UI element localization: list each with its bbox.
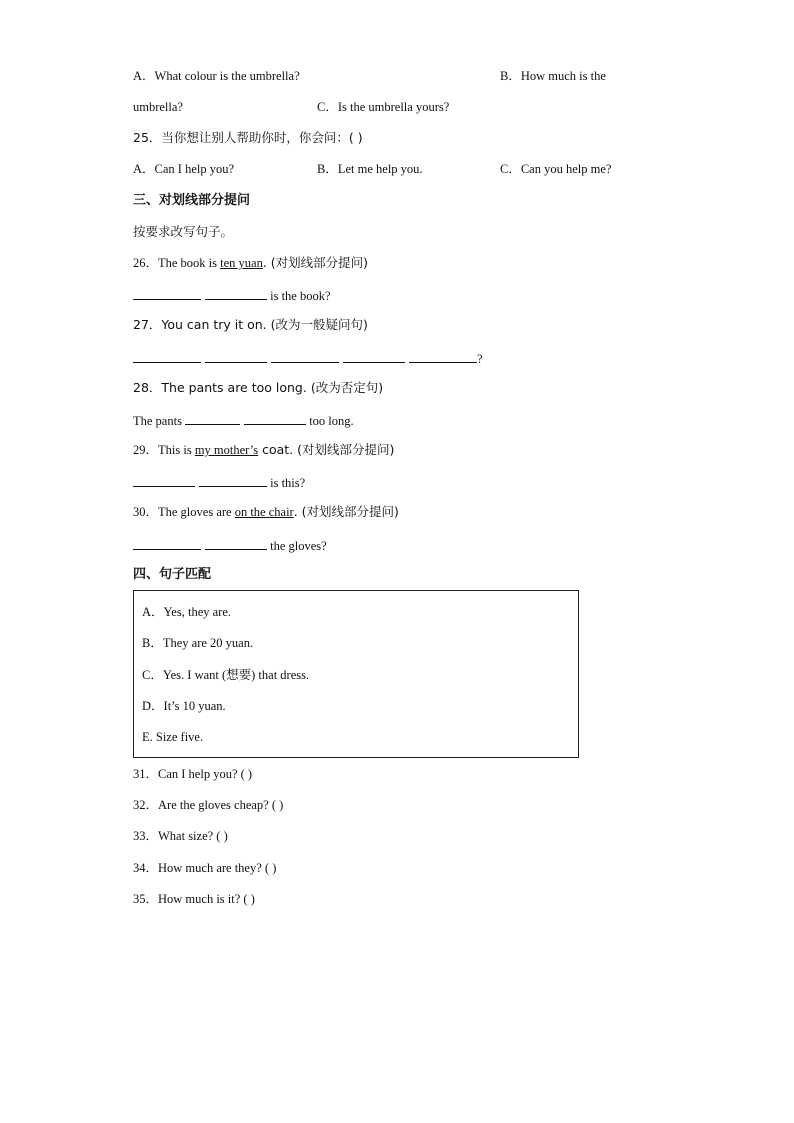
q27-blank-5[interactable] xyxy=(409,349,477,363)
q30-answer xyxy=(133,536,327,554)
q28-blank-2[interactable] xyxy=(244,411,306,425)
q30-underlined: on the chair xyxy=(234,505,294,519)
q27-blank-4[interactable] xyxy=(343,349,405,363)
section3-instruction: 按要求改写句子。 xyxy=(133,224,234,239)
q27-answer xyxy=(133,349,483,367)
q29-prefix: 29．This is xyxy=(133,443,195,457)
q27-blank-1[interactable] xyxy=(133,349,201,363)
match-question-35[interactable]: 35．How much is it? ( ) xyxy=(133,892,255,906)
section4-title: 四、句子匹配 xyxy=(133,567,212,582)
q28-answer-head: The pants xyxy=(133,414,186,428)
match-option-b: B．They are 20 yuan. xyxy=(142,636,254,650)
q28-blank-1[interactable] xyxy=(185,411,240,425)
section3-title: 三、对划线部分提问 xyxy=(133,193,251,208)
q26-blank-2[interactable] xyxy=(205,286,267,300)
q29-suffix: coat. (对划线部分提问) xyxy=(258,442,395,457)
q25-option-c: C．Can you help me? xyxy=(500,162,612,176)
match-option-c: C．Yes. I want (想要) that dress. xyxy=(142,668,310,682)
q29-answer-tail: is this? xyxy=(267,476,306,490)
q27-answer-tail: ? xyxy=(477,352,483,366)
q25-option-b: B．Let me help you. xyxy=(317,162,423,176)
q29-blank-2[interactable] xyxy=(199,473,267,487)
q29-question xyxy=(133,442,394,458)
match-question-31[interactable]: 31．Can I help you? ( ) xyxy=(133,767,253,781)
match-question-32[interactable]: 32．Are the gloves cheap? ( ) xyxy=(133,798,284,812)
q26-underlined: ten yuan xyxy=(220,256,263,270)
q30-prefix: 30．The gloves are xyxy=(133,505,235,519)
match-question-34[interactable]: 34．How much are they? ( ) xyxy=(133,861,277,875)
q26-prefix: 26．The book is xyxy=(133,256,221,270)
match-option-a: A．Yes, they are. xyxy=(142,605,231,619)
match-option-e: E. Size five. xyxy=(142,730,204,744)
q27-question: 27．You can try it on. (改为一般疑问句) xyxy=(133,317,368,332)
q29-answer xyxy=(133,473,305,491)
q26-answer xyxy=(133,286,331,304)
q27-blank-3[interactable] xyxy=(271,349,339,363)
q26-suffix: . (对划线部分提问) xyxy=(262,255,369,270)
q24-option-b: B．How much is the xyxy=(500,69,606,83)
q30-suffix: . (对划线部分提问) xyxy=(293,504,399,519)
q26-answer-tail: is the book? xyxy=(267,289,331,303)
q26-question xyxy=(133,255,368,271)
q24-option-b-continued: umbrella? xyxy=(133,100,183,114)
q24-option-c: C．Is the umbrella yours? xyxy=(317,100,450,114)
q25-question: 25．当你想让别人帮助你时，你会问：( ) xyxy=(133,130,363,145)
match-option-d: D．It’s 10 yuan. xyxy=(142,699,226,713)
q30-blank-1[interactable] xyxy=(133,536,201,550)
q26-blank-1[interactable] xyxy=(133,286,201,300)
match-options-box xyxy=(133,590,579,758)
q30-question xyxy=(133,504,399,520)
q28-question: 28．The pants are too long. (改为否定句) xyxy=(133,380,384,395)
q29-blank-1[interactable] xyxy=(133,473,195,487)
q30-blank-2[interactable] xyxy=(205,536,267,550)
q28-answer-tail: too long. xyxy=(306,414,354,428)
q24-option-a: A．What colour is the umbrella? xyxy=(133,69,300,83)
match-question-33[interactable]: 33．What size? ( ) xyxy=(133,829,228,843)
q25-option-a: A．Can I help you? xyxy=(133,162,235,176)
q30-answer-tail: the gloves? xyxy=(267,539,327,553)
q28-answer xyxy=(133,411,354,429)
q27-blank-2[interactable] xyxy=(205,349,267,363)
q29-underlined: my mother’s xyxy=(194,443,259,457)
